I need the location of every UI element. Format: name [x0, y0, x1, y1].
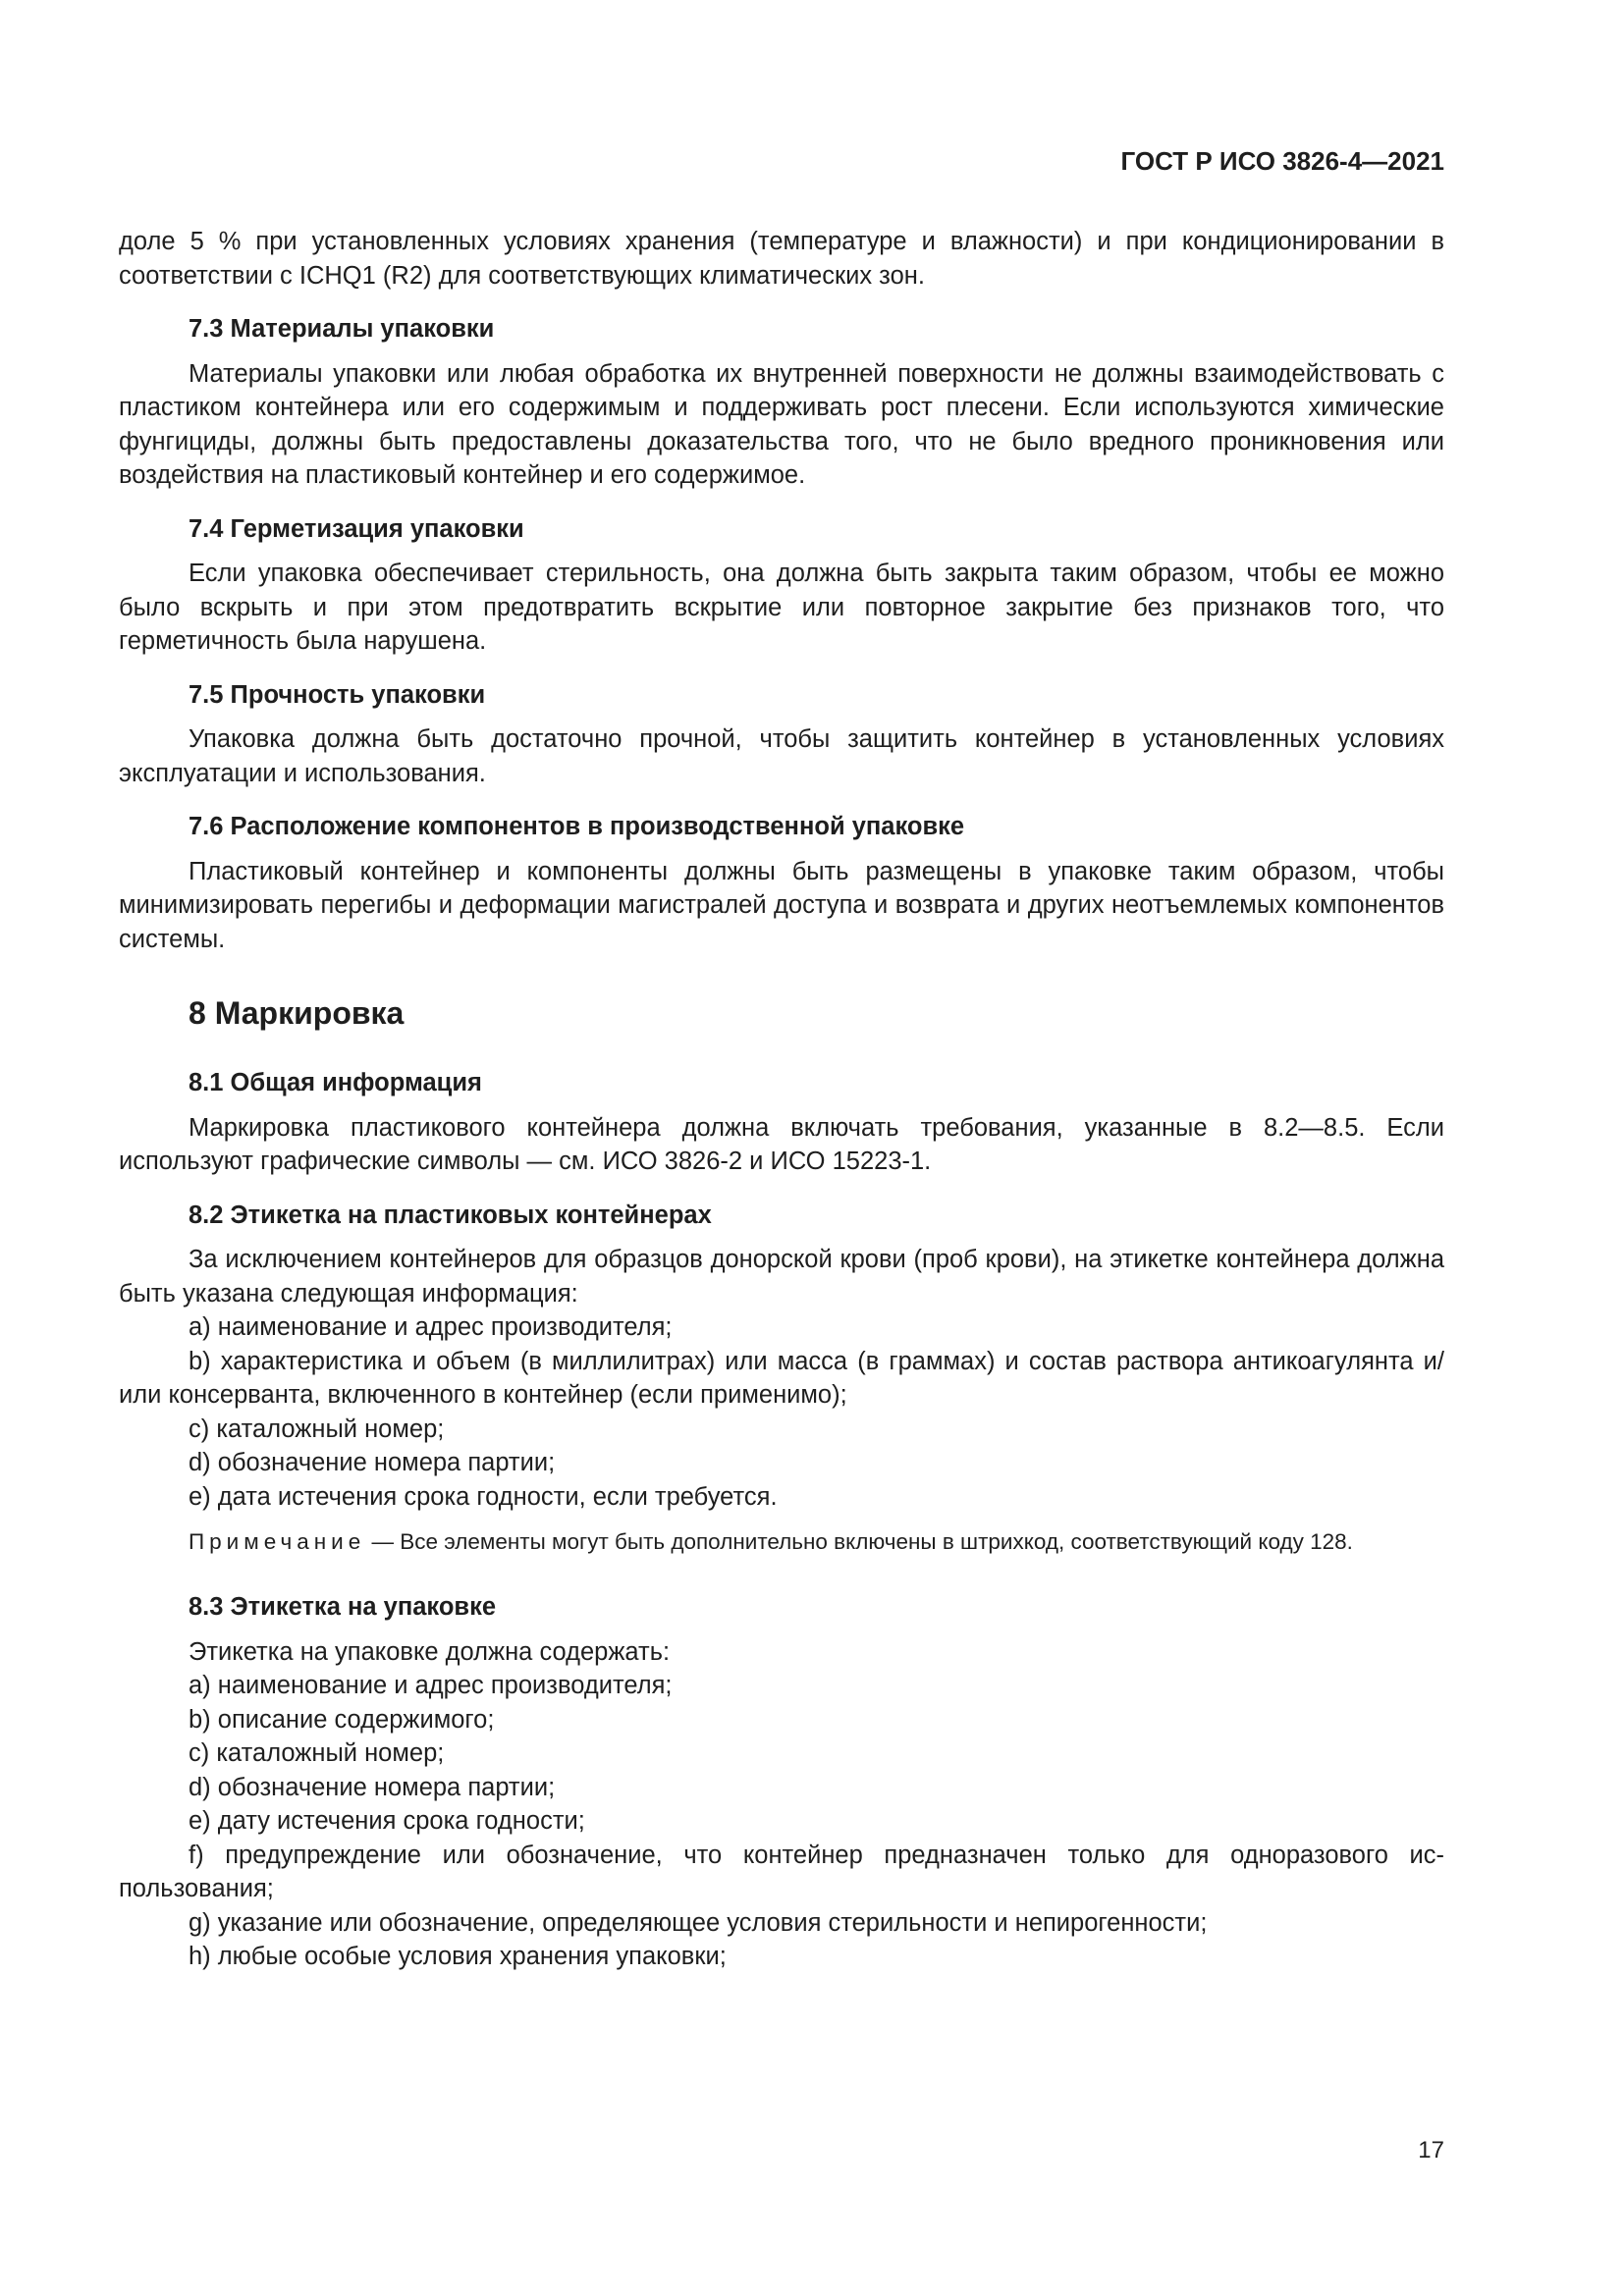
section-8-2-note [119, 1527, 1444, 1557]
section-8-3-item-e: e) дату истечения срока годности; [189, 1807, 585, 1835]
section-8-3-item-a: a) наименование и адрес производителя; [189, 1672, 673, 1699]
section-7-4-heading: 7.4 Герметизация упаковки [189, 514, 524, 543]
section-7-5-text: Упаковка должна быть достаточно прочной, чтобы защитить контейнер в установленных условиях эксплуатации и использования. [119, 725, 1444, 787]
section-8-2-intro: За исключением контейнеров для образцов донорской крови (проб крови), на этикетке контейнера должна быть указана следующая информация: [119, 1246, 1444, 1308]
continuation-paragraph: доле 5 % при установленных условиях хранения (температуре и влажности) и при кондиционировании в соответствии с ICHQ1 (R2) для соответствующих климатических зон. [119, 228, 1444, 290]
section-8-2-item-e: e) дата истечения срока годности, если требуется. [189, 1482, 778, 1511]
section-7-6-text: Пластиковый контейнер и компоненты должны быть размещены в упаковке таким образом, чтобы минимизировать перегибы и деформации магистралей доступа и возврата и других неотъемлемых компонентов системы. [119, 857, 1444, 953]
page-number: 17 [1418, 2137, 1444, 2163]
section-8-3-item-c: c) каталожный номер; [189, 1739, 445, 1767]
section-7-3-text: Материалы упаковки или любая обработка их внутренней поверхности не должны взаимодействовать с пластиком контейнера или его содержимым и поддерживать рост плесени. Если используются химические фунгициды, должны быть предоставлены доказательства того, что не было вредного проникновения или воздействия на пластиковый контейнер и его содержимое. [119, 359, 1444, 489]
section-8-3-item-b: b) описание содержимого; [189, 1705, 495, 1734]
section-8-3-item-f: f) предупреждение или обозначение, что контейнер предназначен только для одноразового использования; [119, 1841, 1444, 1902]
section-8-3-item-h: h) любые особые условия хранения упаковки; [189, 1943, 727, 1970]
section-8-3-item-d: d) обозначение номера партии; [189, 1773, 556, 1801]
section-8-2-heading: 8.2 Этикетка на пластиковых контейнерах [189, 1201, 712, 1229]
note-label: Примечание [189, 1529, 366, 1554]
note-text: — Все элементы могут быть дополнительно включены в штрихкод, соответствующий коду 128. [365, 1529, 1353, 1554]
section-8-2-item-c: c) каталожный номер; [189, 1415, 445, 1443]
section-7-5-heading: 7.5 Прочность упаковки [189, 680, 486, 709]
section-8-1-text: Маркировка пластикового контейнера должна включать требования, указанные в 8.2—8.5. Если используют графические символы — см. ИСО 3826-2 и ИСО 15223-1. [119, 1113, 1444, 1175]
section-7-3-heading: 7.3 Материалы упаковки [189, 315, 495, 343]
section-8-3-intro: Этикетка на упаковке должна содержать: [189, 1637, 671, 1666]
section-8-2-item-d: d) обозначение номера партии; [189, 1449, 556, 1476]
section-8-2-item-a: a) наименование и адрес производителя; [189, 1313, 673, 1341]
section-8-3-heading: 8.3 Этикетка на упаковке [189, 1593, 497, 1621]
section-8-2-item-b: b) характеристика и объем (в миллилитрах) или масса (в граммах) и состав раствора антикоагулянта и/или консерванта, включенного в контейнер (если применимо); [119, 1347, 1444, 1409]
section-7-6-heading: 7.6 Расположение компонентов в производственной упаковке [189, 813, 965, 840]
section-8-1-heading: 8.1 Общая информация [189, 1069, 482, 1096]
section-8-heading: 8 Маркировка [189, 995, 405, 1031]
section-8-3-item-g: g) указание или обозначение, определяющее условия стерильности и непирогенности; [189, 1908, 1208, 1937]
section-7-4-text: Если упаковка обеспечивает стерильность, она должна быть закрыта таким образом, чтобы ее можно было вскрыть и при этом предотвратить вскрытие или повторное закрытие без признаков того, что герметичность была нарушена. [119, 560, 1444, 655]
document-body [119, 225, 1444, 1974]
document-header-title: ГОСТ Р ИСО 3826-4—2021 [1120, 146, 1444, 176]
